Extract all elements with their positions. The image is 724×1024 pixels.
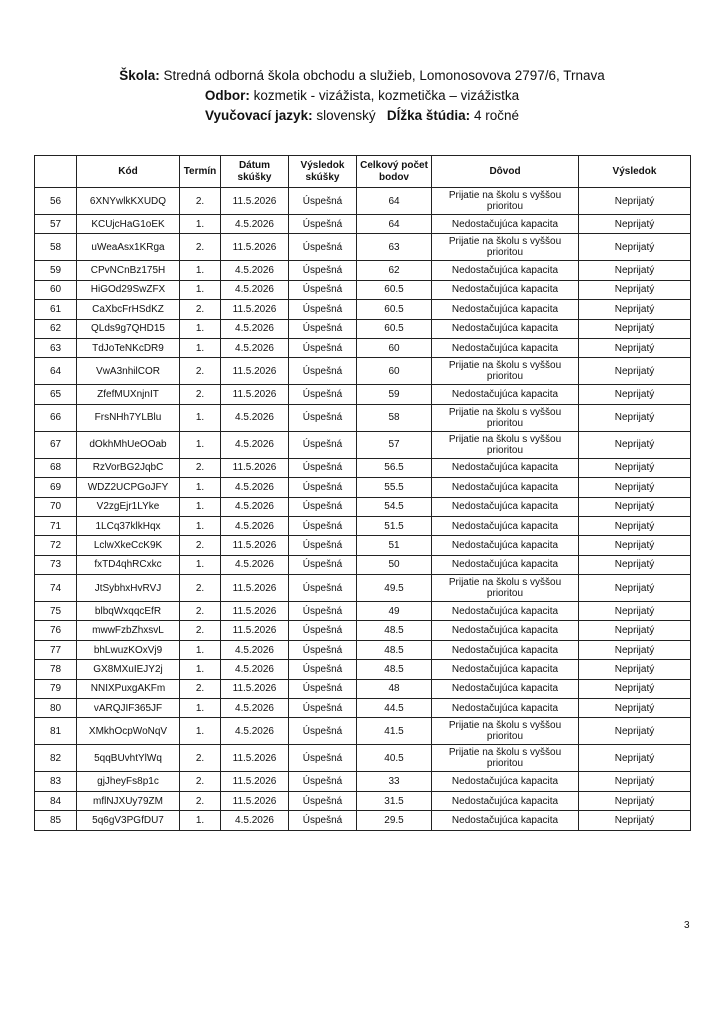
table-cell: 4.5.2026 <box>221 431 289 458</box>
table-cell: Úspešná <box>289 718 357 745</box>
table-cell: Nedostačujúca kapacita <box>432 791 579 810</box>
table-cell: 2. <box>180 458 221 477</box>
table-cell: fxTD4qhRCxkc <box>77 555 180 574</box>
table-row <box>35 385 691 404</box>
results-table <box>34 155 691 831</box>
table-cell: Nedostačujúca kapacita <box>432 261 579 280</box>
table-cell: 51.5 <box>357 516 432 535</box>
field-name: kozmetik - vizážista, kozmetička – vizážistka <box>253 88 520 103</box>
table-cell: Neprijatý <box>579 319 691 338</box>
table-row <box>35 458 691 477</box>
table-cell: 65 <box>35 385 77 404</box>
table-cell: Prijatie na školu s vyššou prioritou <box>432 404 579 431</box>
table-cell: 44.5 <box>357 699 432 718</box>
table-cell: 73 <box>35 555 77 574</box>
table-cell: Prijatie na školu s vyššou prioritou <box>432 358 579 385</box>
column-header: Výsledok skúšky <box>289 156 357 188</box>
table-cell: 80 <box>35 699 77 718</box>
table-cell: 2. <box>180 621 221 640</box>
table-cell: 49.5 <box>357 575 432 602</box>
table-cell: mwwFzbZhxsvL <box>77 621 180 640</box>
table-cell: Nedostačujúca kapacita <box>432 458 579 477</box>
table-cell: 1LCq37klkHqx <box>77 516 180 535</box>
table-cell: 85 <box>35 811 77 830</box>
table-cell: Úspešná <box>289 215 357 234</box>
table-cell: 11.5.2026 <box>221 772 289 791</box>
table-cell: CaXbcFrHSdKZ <box>77 300 180 319</box>
table-cell: 60 <box>357 338 432 357</box>
table-header-row <box>35 156 691 188</box>
table-cell: Neprijatý <box>579 745 691 772</box>
table-cell: Úspešná <box>289 699 357 718</box>
table-cell: 11.5.2026 <box>221 188 289 215</box>
table-cell: mflNJXUy79ZM <box>77 791 180 810</box>
table-cell: Úspešná <box>289 234 357 261</box>
table-cell: Úspešná <box>289 458 357 477</box>
table-cell: 67 <box>35 431 77 458</box>
table-cell: CPvNCnBz175H <box>77 261 180 280</box>
table-cell: 4.5.2026 <box>221 660 289 679</box>
table-cell: 56.5 <box>357 458 432 477</box>
table-cell: 60 <box>35 280 77 299</box>
table-cell: 79 <box>35 679 77 698</box>
table-cell: Neprijatý <box>579 458 691 477</box>
table-cell: 82 <box>35 745 77 772</box>
table-cell: 59 <box>357 385 432 404</box>
table-cell: 2. <box>180 234 221 261</box>
table-body <box>35 188 691 831</box>
table-cell: 58 <box>357 404 432 431</box>
table-row <box>35 261 691 280</box>
table-cell: Neprijatý <box>579 536 691 555</box>
table-cell: 60.5 <box>357 280 432 299</box>
table-cell: 41.5 <box>357 718 432 745</box>
page-number: 3 <box>684 920 690 931</box>
table-row <box>35 621 691 640</box>
table-cell: gjJheyFs8p1c <box>77 772 180 791</box>
length-label: Dĺžka štúdia: <box>386 108 471 123</box>
table-cell: Neprijatý <box>579 640 691 659</box>
table-row <box>35 555 691 574</box>
table-row <box>35 575 691 602</box>
column-header <box>35 156 77 188</box>
table-cell: Prijatie na školu s vyššou prioritou <box>432 575 579 602</box>
table-row <box>35 404 691 431</box>
table-cell: 55.5 <box>357 478 432 497</box>
table-cell: 4.5.2026 <box>221 516 289 535</box>
table-cell: 11.5.2026 <box>221 679 289 698</box>
table-cell: 11.5.2026 <box>221 300 289 319</box>
table-cell: 2. <box>180 188 221 215</box>
table-cell: 48.5 <box>357 660 432 679</box>
table-cell: bhLwuzKOxVj9 <box>77 640 180 659</box>
table-cell: 2. <box>180 575 221 602</box>
table-cell: 1. <box>180 660 221 679</box>
table-cell: Prijatie na školu s vyššou prioritou <box>432 745 579 772</box>
table-cell: 11.5.2026 <box>221 358 289 385</box>
column-header: Kód <box>77 156 180 188</box>
language-label: Vyučovací jazyk: <box>205 108 313 123</box>
table-cell: Nedostačujúca kapacita <box>432 811 579 830</box>
table-cell: 66 <box>35 404 77 431</box>
table-cell: RzVorBG2JqbC <box>77 458 180 477</box>
table-cell: 83 <box>35 772 77 791</box>
table-cell: 5q6gV3PGfDU7 <box>77 811 180 830</box>
table-cell: Nedostačujúca kapacita <box>432 300 579 319</box>
table-cell: NNIXPuxgAKFm <box>77 679 180 698</box>
table-cell: 1. <box>180 555 221 574</box>
table-cell: 6XNYwlkKXUDQ <box>77 188 180 215</box>
table-cell: 11.5.2026 <box>221 385 289 404</box>
table-cell: Úspešná <box>289 745 357 772</box>
table-cell: Neprijatý <box>579 718 691 745</box>
school-label: Škola: <box>119 68 160 83</box>
table-cell: 60.5 <box>357 300 432 319</box>
length-value: 4 ročné <box>473 108 519 123</box>
table-cell: Úspešná <box>289 811 357 830</box>
table-cell: LclwXkeCcK9K <box>77 536 180 555</box>
table-cell: 61 <box>35 300 77 319</box>
table-cell: 51 <box>357 536 432 555</box>
school-name: Stredná odborná škola obchodu a služieb, Lomonosovova 2797/6, Trnava <box>163 68 605 83</box>
table-cell: Úspešná <box>289 188 357 215</box>
table-cell: Prijatie na školu s vyššou prioritou <box>432 234 579 261</box>
table-cell: Úspešná <box>289 536 357 555</box>
table-cell: JtSybhxHvRVJ <box>77 575 180 602</box>
table-cell: 1. <box>180 404 221 431</box>
table-row <box>35 431 691 458</box>
table-cell: 4.5.2026 <box>221 215 289 234</box>
table-cell: Úspešná <box>289 497 357 516</box>
table-cell: 1. <box>180 431 221 458</box>
table-cell: 81 <box>35 718 77 745</box>
table-cell: 71 <box>35 516 77 535</box>
table-cell: Úspešná <box>289 555 357 574</box>
table-cell: 1. <box>180 516 221 535</box>
column-header: Celkový počet bodov <box>357 156 432 188</box>
table-cell: 4.5.2026 <box>221 811 289 830</box>
table-cell: Úspešná <box>289 791 357 810</box>
table-cell: 4.5.2026 <box>221 718 289 745</box>
table-cell: 5qqBUvhtYlWq <box>77 745 180 772</box>
table-cell: 40.5 <box>357 745 432 772</box>
table-cell: Úspešná <box>289 300 357 319</box>
table-cell: 63 <box>357 234 432 261</box>
table-row <box>35 234 691 261</box>
table-cell: Nedostačujúca kapacita <box>432 319 579 338</box>
table-row <box>35 718 691 745</box>
table-row <box>35 280 691 299</box>
table-cell: 4.5.2026 <box>221 640 289 659</box>
table-cell: 72 <box>35 536 77 555</box>
table-cell: 1. <box>180 261 221 280</box>
table-row <box>35 300 691 319</box>
table-cell: 2. <box>180 791 221 810</box>
table-cell: 2. <box>180 300 221 319</box>
table-cell: Úspešná <box>289 338 357 357</box>
table-row <box>35 497 691 516</box>
table-cell: Neprijatý <box>579 300 691 319</box>
table-cell: Úspešná <box>289 679 357 698</box>
table-cell: Neprijatý <box>579 234 691 261</box>
table-cell: Neprijatý <box>579 555 691 574</box>
table-cell: Nedostačujúca kapacita <box>432 679 579 698</box>
table-cell: 31.5 <box>357 791 432 810</box>
table-cell: Nedostačujúca kapacita <box>432 602 579 621</box>
table-cell: 1. <box>180 497 221 516</box>
table-cell: Neprijatý <box>579 516 691 535</box>
table-cell: 60 <box>357 358 432 385</box>
table-row <box>35 699 691 718</box>
table-cell: Prijatie na školu s vyššou prioritou <box>432 188 579 215</box>
table-cell: 58 <box>35 234 77 261</box>
table-row <box>35 188 691 215</box>
table-cell: 62 <box>35 319 77 338</box>
table-cell: Úspešná <box>289 385 357 404</box>
table-cell: GX8MXuIEJY2j <box>77 660 180 679</box>
table-cell: 2. <box>180 536 221 555</box>
table-cell: 2. <box>180 358 221 385</box>
table-cell: 1. <box>180 811 221 830</box>
table-cell: 75 <box>35 602 77 621</box>
table-cell: 76 <box>35 621 77 640</box>
table-cell: 57 <box>35 215 77 234</box>
table-cell: 4.5.2026 <box>221 404 289 431</box>
table-cell: Neprijatý <box>579 575 691 602</box>
table-cell: 4.5.2026 <box>221 478 289 497</box>
table-cell: 69 <box>35 478 77 497</box>
table-cell: Úspešná <box>289 404 357 431</box>
table-cell: 68 <box>35 458 77 477</box>
table-cell: 11.5.2026 <box>221 791 289 810</box>
table-cell: 49 <box>357 602 432 621</box>
table-cell: Prijatie na školu s vyššou prioritou <box>432 718 579 745</box>
table-cell: Nedostačujúca kapacita <box>432 555 579 574</box>
table-cell: 1. <box>180 478 221 497</box>
table-cell: Úspešná <box>289 261 357 280</box>
column-header: Dôvod <box>432 156 579 188</box>
table-cell: 4.5.2026 <box>221 338 289 357</box>
table-row <box>35 640 691 659</box>
table-cell: Neprijatý <box>579 338 691 357</box>
table-cell: Nedostačujúca kapacita <box>432 385 579 404</box>
table-cell: 2. <box>180 679 221 698</box>
table-cell: Neprijatý <box>579 621 691 640</box>
school-line <box>0 66 724 86</box>
table-row <box>35 660 691 679</box>
table-cell: WDZ2UCPGoJFY <box>77 478 180 497</box>
table-cell: 1. <box>180 699 221 718</box>
table-row <box>35 745 691 772</box>
table-cell: Nedostačujúca kapacita <box>432 640 579 659</box>
table-cell: Neprijatý <box>579 358 691 385</box>
table-cell: 56 <box>35 188 77 215</box>
table-cell: 11.5.2026 <box>221 745 289 772</box>
table-row <box>35 478 691 497</box>
table-cell: Úspešná <box>289 358 357 385</box>
table-cell: 4.5.2026 <box>221 319 289 338</box>
table-row <box>35 358 691 385</box>
table-cell: Úspešná <box>289 516 357 535</box>
table-cell: Nedostačujúca kapacita <box>432 660 579 679</box>
table-cell: Nedostačujúca kapacita <box>432 478 579 497</box>
table-cell: 4.5.2026 <box>221 699 289 718</box>
table-cell: 11.5.2026 <box>221 234 289 261</box>
table-cell: Neprijatý <box>579 431 691 458</box>
table-cell: vARQJIF365JF <box>77 699 180 718</box>
table-cell: Nedostačujúca kapacita <box>432 516 579 535</box>
table-cell: FrsNHh7YLBlu <box>77 404 180 431</box>
table-cell: 48 <box>357 679 432 698</box>
table-cell: 29.5 <box>357 811 432 830</box>
table-cell: Úspešná <box>289 431 357 458</box>
table-cell: Úspešná <box>289 640 357 659</box>
language-value: slovenský <box>316 108 376 123</box>
table-cell: Nedostačujúca kapacita <box>432 621 579 640</box>
language-line <box>0 106 724 126</box>
table-cell: 1. <box>180 319 221 338</box>
table-cell: uWeaAsx1KRga <box>77 234 180 261</box>
table-cell: 48.5 <box>357 640 432 659</box>
table-row <box>35 536 691 555</box>
table-cell: Úspešná <box>289 280 357 299</box>
table-cell: Úspešná <box>289 660 357 679</box>
table-cell: 70 <box>35 497 77 516</box>
table-cell: 33 <box>357 772 432 791</box>
table-cell: 11.5.2026 <box>221 602 289 621</box>
table-cell: 1. <box>180 280 221 299</box>
table-cell: Neprijatý <box>579 811 691 830</box>
table-cell: Úspešná <box>289 319 357 338</box>
table-cell: 4.5.2026 <box>221 280 289 299</box>
table-row <box>35 811 691 830</box>
table-cell: 84 <box>35 791 77 810</box>
table-cell: Prijatie na školu s vyššou prioritou <box>432 431 579 458</box>
table-cell: 1. <box>180 718 221 745</box>
table-row <box>35 602 691 621</box>
column-header: Dátum skúšky <box>221 156 289 188</box>
table-cell: 11.5.2026 <box>221 621 289 640</box>
table-cell: Neprijatý <box>579 772 691 791</box>
table-cell: Neprijatý <box>579 791 691 810</box>
table-cell: 2. <box>180 602 221 621</box>
table-cell: ZfefMUXnjnIT <box>77 385 180 404</box>
table-cell: VwA3nhilCOR <box>77 358 180 385</box>
table-cell: Úspešná <box>289 772 357 791</box>
table-cell: QLds9g7QHD15 <box>77 319 180 338</box>
table-cell: 4.5.2026 <box>221 261 289 280</box>
table-cell: Nedostačujúca kapacita <box>432 699 579 718</box>
table-cell: 62 <box>357 261 432 280</box>
table-cell: 2. <box>180 385 221 404</box>
table-row <box>35 338 691 357</box>
table-cell: Úspešná <box>289 478 357 497</box>
table-row <box>35 772 691 791</box>
table-cell: 64 <box>35 358 77 385</box>
table-cell: 64 <box>357 215 432 234</box>
table-cell: 4.5.2026 <box>221 555 289 574</box>
table-cell: Nedostačujúca kapacita <box>432 772 579 791</box>
document-header <box>0 66 724 126</box>
table-cell: HiGOd29SwZFX <box>77 280 180 299</box>
table-cell: 74 <box>35 575 77 602</box>
table-cell: Neprijatý <box>579 497 691 516</box>
table-cell: 4.5.2026 <box>221 497 289 516</box>
table-cell: 77 <box>35 640 77 659</box>
table-cell: Nedostačujúca kapacita <box>432 215 579 234</box>
table-cell: 11.5.2026 <box>221 458 289 477</box>
table-cell: XMkhOcpWoNqV <box>77 718 180 745</box>
table-cell: Úspešná <box>289 621 357 640</box>
table-cell: Neprijatý <box>579 478 691 497</box>
field-line <box>0 86 724 106</box>
table-row <box>35 791 691 810</box>
table-cell: TdJoTeNKcDR9 <box>77 338 180 357</box>
table-cell: Nedostačujúca kapacita <box>432 536 579 555</box>
table-cell: 54.5 <box>357 497 432 516</box>
table-cell: 11.5.2026 <box>221 575 289 602</box>
table-cell: Úspešná <box>289 575 357 602</box>
table-cell: Úspešná <box>289 602 357 621</box>
table-cell: 2. <box>180 772 221 791</box>
table-row <box>35 319 691 338</box>
table-cell: 1. <box>180 640 221 659</box>
table-cell: Neprijatý <box>579 602 691 621</box>
table-row <box>35 679 691 698</box>
table-row <box>35 516 691 535</box>
table-cell: 63 <box>35 338 77 357</box>
table-cell: KCUjcHaG1oEK <box>77 215 180 234</box>
table-cell: 78 <box>35 660 77 679</box>
table-cell: Neprijatý <box>579 699 691 718</box>
column-header: Výsledok <box>579 156 691 188</box>
table-cell: Neprijatý <box>579 385 691 404</box>
table-cell: Neprijatý <box>579 188 691 215</box>
table-cell: 50 <box>357 555 432 574</box>
table-cell: 59 <box>35 261 77 280</box>
column-header: Termín <box>180 156 221 188</box>
table-cell: Neprijatý <box>579 215 691 234</box>
table-cell: Nedostačujúca kapacita <box>432 497 579 516</box>
field-label: Odbor: <box>204 88 250 103</box>
table-cell: 1. <box>180 338 221 357</box>
table-cell: Nedostačujúca kapacita <box>432 280 579 299</box>
table-cell: 2. <box>180 745 221 772</box>
table-cell: Neprijatý <box>579 660 691 679</box>
table-row <box>35 215 691 234</box>
table-cell: blbqWxqqcEfR <box>77 602 180 621</box>
table-cell: Neprijatý <box>579 261 691 280</box>
table-cell: Nedostačujúca kapacita <box>432 338 579 357</box>
table-cell: 1. <box>180 215 221 234</box>
table-cell: V2zgEjr1LYke <box>77 497 180 516</box>
table-cell: 48.5 <box>357 621 432 640</box>
table-cell: 57 <box>357 431 432 458</box>
table-cell: 11.5.2026 <box>221 536 289 555</box>
table-cell: Neprijatý <box>579 280 691 299</box>
table-cell: 60.5 <box>357 319 432 338</box>
table-cell: Neprijatý <box>579 679 691 698</box>
table-cell: 64 <box>357 188 432 215</box>
table-cell: dOkhMhUeOOab <box>77 431 180 458</box>
table-cell: Neprijatý <box>579 404 691 431</box>
